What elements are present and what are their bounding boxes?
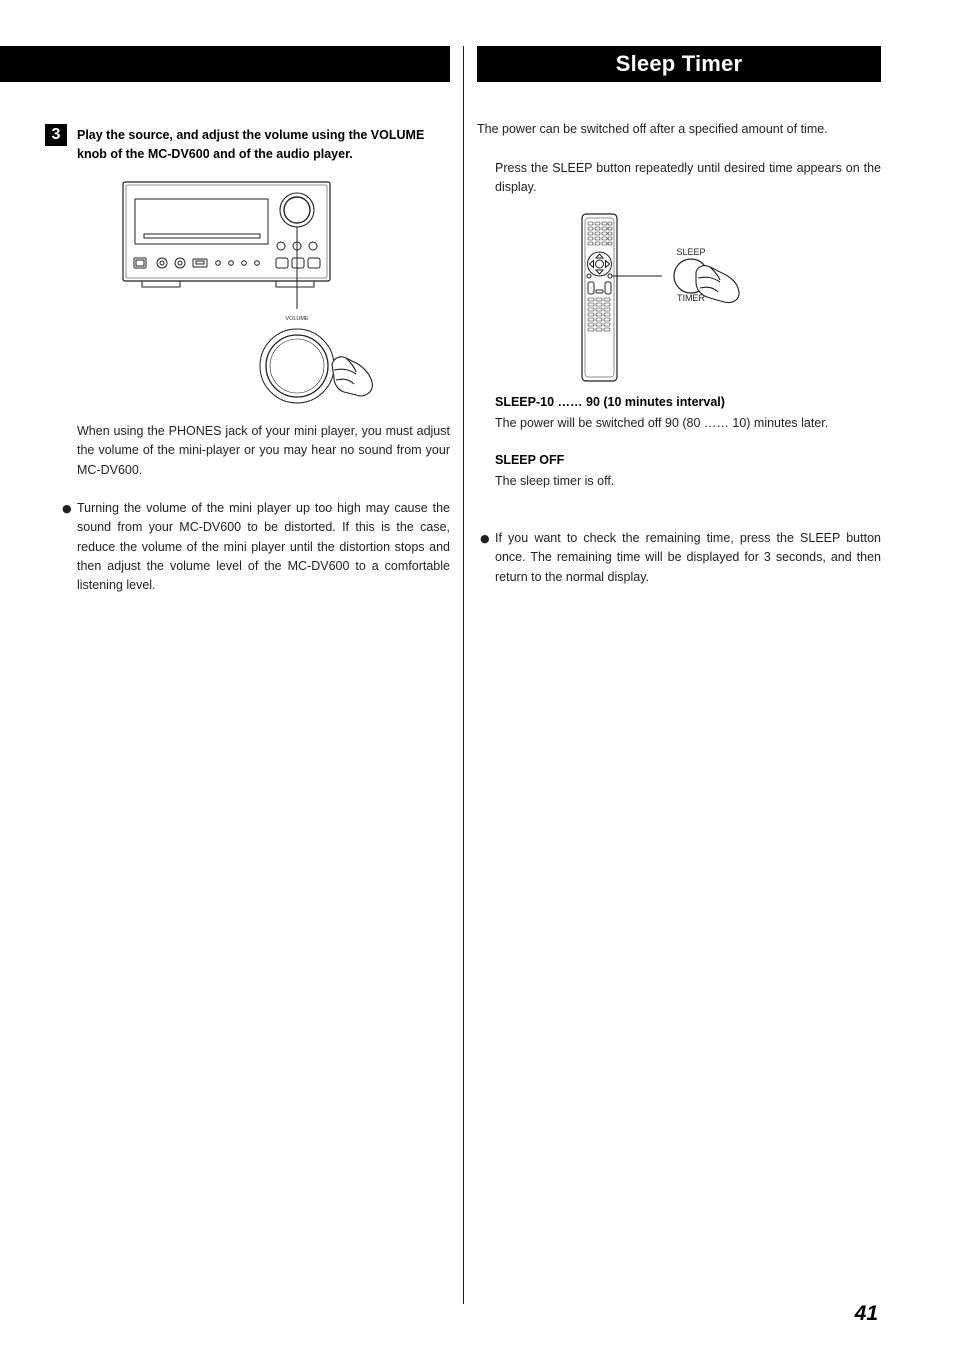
column-divider xyxy=(463,46,464,1304)
option-sleep-off-text: The sleep timer is off. xyxy=(495,474,615,488)
section-title: Sleep Timer xyxy=(615,51,743,76)
sleep-label: SLEEP xyxy=(676,247,706,257)
left-header-bar xyxy=(0,46,450,82)
page-number: 41 xyxy=(854,1302,878,1325)
sleep-intro: The power can be switched off after a specified amount of time. xyxy=(477,122,828,136)
option-sleep-range-text: The power will be switched off 90 (80 …… 10) minutes later. xyxy=(495,416,829,430)
option-sleep-range-label: SLEEP-10 …… 90 (10 minutes interval) xyxy=(495,395,725,409)
option-sleep-off-label: SLEEP OFF xyxy=(495,453,565,467)
bullet-marker: ● xyxy=(480,532,490,545)
bullet-marker: ● xyxy=(62,502,72,515)
section-header-bar xyxy=(477,46,881,82)
volume-label: VOLUME xyxy=(285,316,309,322)
remote-sleep-illustration xyxy=(578,212,744,384)
timer-label: TIMER xyxy=(677,293,705,303)
mc-dv600-volume-illustration xyxy=(118,178,388,404)
hand-icon xyxy=(332,357,372,396)
phones-note: When using the PHONES jack of your mini player, you must adjust the volume of the mini-player or you may hear no sound from your MC-DV600. xyxy=(77,424,450,477)
step-number: 3 xyxy=(45,124,67,146)
sleep-instruction: Press the SLEEP button repeatedly until desired time appears on the display. xyxy=(495,161,881,195)
remaining-time-note: If you want to check the remaining time, press the SLEEP button once. The remaining time will be displayed for 3 seconds, and then return to the normal display. xyxy=(495,531,881,584)
step-instruction: Play the source, and adjust the volume using the VOLUME knob of the MC-DV600 and of the audio player. xyxy=(77,128,425,161)
volume-caution: Turning the volume of the mini player up too high may cause the sound from your MC-DV600 to be distorted. If this is the case, reduce the volume of the mini player until the distortion stops and then adjust the volume level of the MC-DV600 to a comfortable listening level. xyxy=(77,501,450,593)
